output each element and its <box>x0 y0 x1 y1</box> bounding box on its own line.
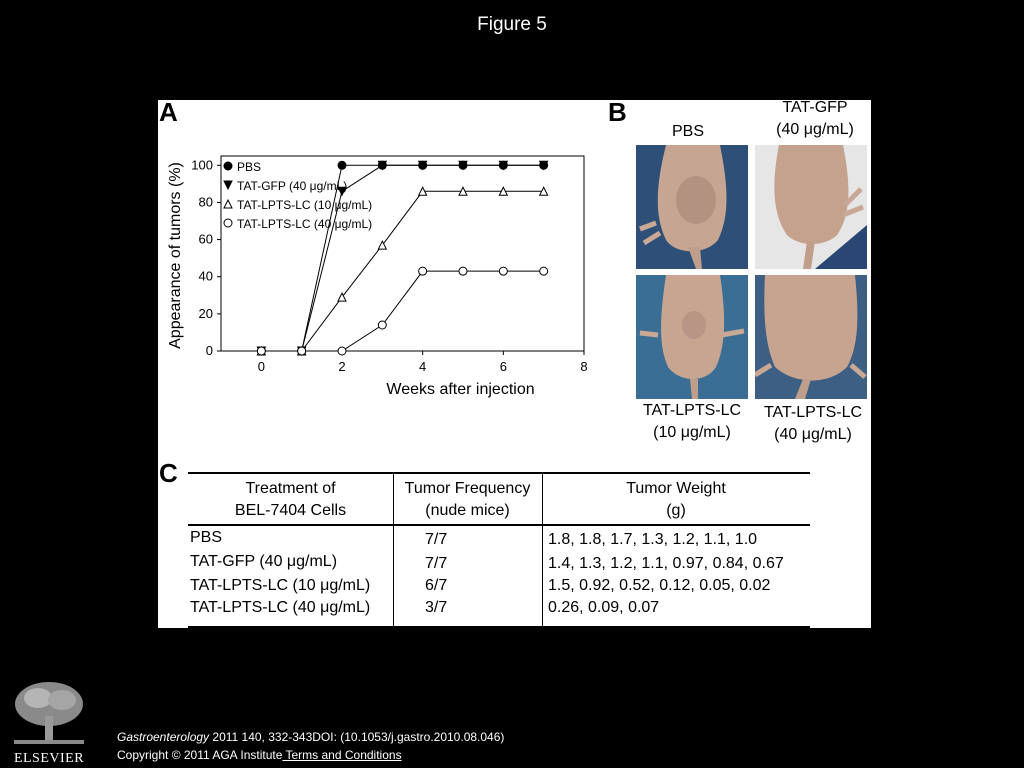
x-tick-label-2: 4 <box>419 359 427 374</box>
photo-label-tat-lpts-lc-40 <box>755 402 871 446</box>
y-tick-label-4: 80 <box>198 194 213 210</box>
panel-label-c: C <box>159 458 178 488</box>
table-row-2-weight: 1.5, 0.92, 0.52, 0.12, 0.05, 0.02 <box>548 577 771 594</box>
header-weight-line2: (g) <box>666 502 686 519</box>
photo-label-lc10-line1: TAT-LPTS-LC <box>642 402 742 419</box>
copyright-line <box>117 748 402 762</box>
table-row-0-treatment: PBS <box>190 529 223 546</box>
header-weight <box>542 478 810 522</box>
header-frequency-line1: Tumor Frequency <box>404 480 531 497</box>
y-tick-label-2: 40 <box>198 268 213 284</box>
x-tick-label-3: 6 <box>499 359 507 374</box>
y-tick-label-1: 20 <box>198 305 213 321</box>
series-3-point-7 <box>540 267 548 275</box>
header-frequency <box>393 478 542 522</box>
x-tick-label-0: 0 <box>257 359 265 374</box>
photo-label-lc40-line2: (40 μg/mL) <box>774 426 852 443</box>
table-row-1-frequency: 7/7 <box>425 555 448 572</box>
mouse-photo-pbs <box>636 145 748 269</box>
elsevier-wordmark: ELSEVIER <box>13 751 85 766</box>
legend-label-3: TAT-LPTS-LC (40 μg/mL) <box>237 217 373 231</box>
y-tick-label-5: 100 <box>191 157 213 173</box>
panel-label-a: A <box>159 97 178 127</box>
mouse-photo-tat-lpts-lc-10 <box>636 275 748 399</box>
table-row-3-frequency: 3/7 <box>425 599 448 616</box>
table-row-0-frequency: 7/7 <box>425 531 448 548</box>
table-row-0-weight: 1.8, 1.8, 1.7, 1.3, 1.2, 1.1, 1.0 <box>548 531 758 548</box>
series-line-3 <box>261 271 543 351</box>
photo-label-tat-lpts-lc-10 <box>636 400 748 444</box>
photo-label-gfp <box>760 97 870 141</box>
series-3-point-4 <box>419 267 427 275</box>
table-row-2-frequency: 6/7 <box>425 577 448 594</box>
series-3-point-0 <box>257 347 265 355</box>
x-tick-label-4: 8 <box>580 359 588 374</box>
header-frequency-line2: (nude mice) <box>425 502 510 519</box>
photo-label-pbs: PBS <box>671 123 704 140</box>
photo-label-gfp-line1: TAT-GFP <box>782 99 848 116</box>
series-3-point-1 <box>298 347 306 355</box>
series-2-point-3 <box>378 241 386 249</box>
y-tick-label-3: 60 <box>198 231 213 247</box>
journal-name: Gastroenterology <box>117 730 210 744</box>
legend-label-1: TAT-GFP (40 μg/mL) <box>237 179 348 193</box>
legend-label-0: PBS <box>237 160 262 174</box>
x-axis-label: Weeks after injection <box>386 381 535 398</box>
legend-marker-3 <box>224 219 232 227</box>
table-row-3-treatment: TAT-LPTS-LC (40 μg/mL) <box>190 599 371 616</box>
copyright-text: Copyright © 2011 AGA Institute <box>117 748 283 762</box>
series-3-point-2 <box>338 347 346 355</box>
elsevier-tree-icon <box>10 680 88 746</box>
table-row-2-treatment: TAT-LPTS-LC (10 μg/mL) <box>190 577 371 594</box>
series-3-point-5 <box>459 267 467 275</box>
y-axis-label: Appearance of tumors (%) <box>167 162 184 349</box>
figure-title: Figure 5 <box>477 14 547 35</box>
mouse-photo-tat-lpts-lc-40 <box>755 275 867 399</box>
panel-label-b: B <box>608 97 627 127</box>
citation-line <box>117 730 504 744</box>
elsevier-logo[interactable] <box>10 680 88 764</box>
table-top-rule <box>188 472 810 474</box>
series-3-point-3 <box>378 321 386 329</box>
series-3-point-6 <box>499 267 507 275</box>
tumor-results-table <box>188 472 810 628</box>
citation-text: 2011 140, 332-343DOI: (10.1053/j.gastro.2010.08.046) <box>209 730 505 744</box>
photo-label-gfp-line2: (40 μg/mL) <box>776 121 854 138</box>
figure-panel <box>158 97 871 628</box>
legend-marker-2 <box>224 200 232 208</box>
table-header-rule <box>188 524 810 526</box>
header-weight-line1: Tumor Weight <box>626 480 726 497</box>
series-0-point-2 <box>338 161 346 169</box>
header-treatment-line1: Treatment of <box>245 480 336 497</box>
y-tick-label-0: 0 <box>205 343 213 358</box>
table-bottom-rule <box>188 626 810 628</box>
table-row-1-treatment: TAT-GFP (40 μg/mL) <box>190 553 338 570</box>
photo-label-lc10-line2: (10 μg/mL) <box>653 424 731 441</box>
terms-link[interactable]: Terms and Conditions <box>282 748 402 762</box>
legend-marker-0 <box>224 162 232 170</box>
legend-label-2: TAT-LPTS-LC (10 μg/mL) <box>237 198 373 212</box>
legend-marker-1 <box>224 181 232 189</box>
table-row-1-weight: 1.4, 1.3, 1.2, 1.1, 0.97, 0.84, 0.67 <box>548 555 784 572</box>
tumor-appearance-chart <box>158 100 608 400</box>
x-tick-label-1: 2 <box>338 359 346 374</box>
header-treatment <box>188 478 393 522</box>
header-treatment-line2: BEL-7404 Cells <box>234 502 347 519</box>
photo-label-lc40-line1: TAT-LPTS-LC <box>763 404 863 421</box>
mouse-photo-tat-gfp <box>755 145 867 269</box>
table-row-3-weight: 0.26, 0.09, 0.07 <box>548 599 660 616</box>
